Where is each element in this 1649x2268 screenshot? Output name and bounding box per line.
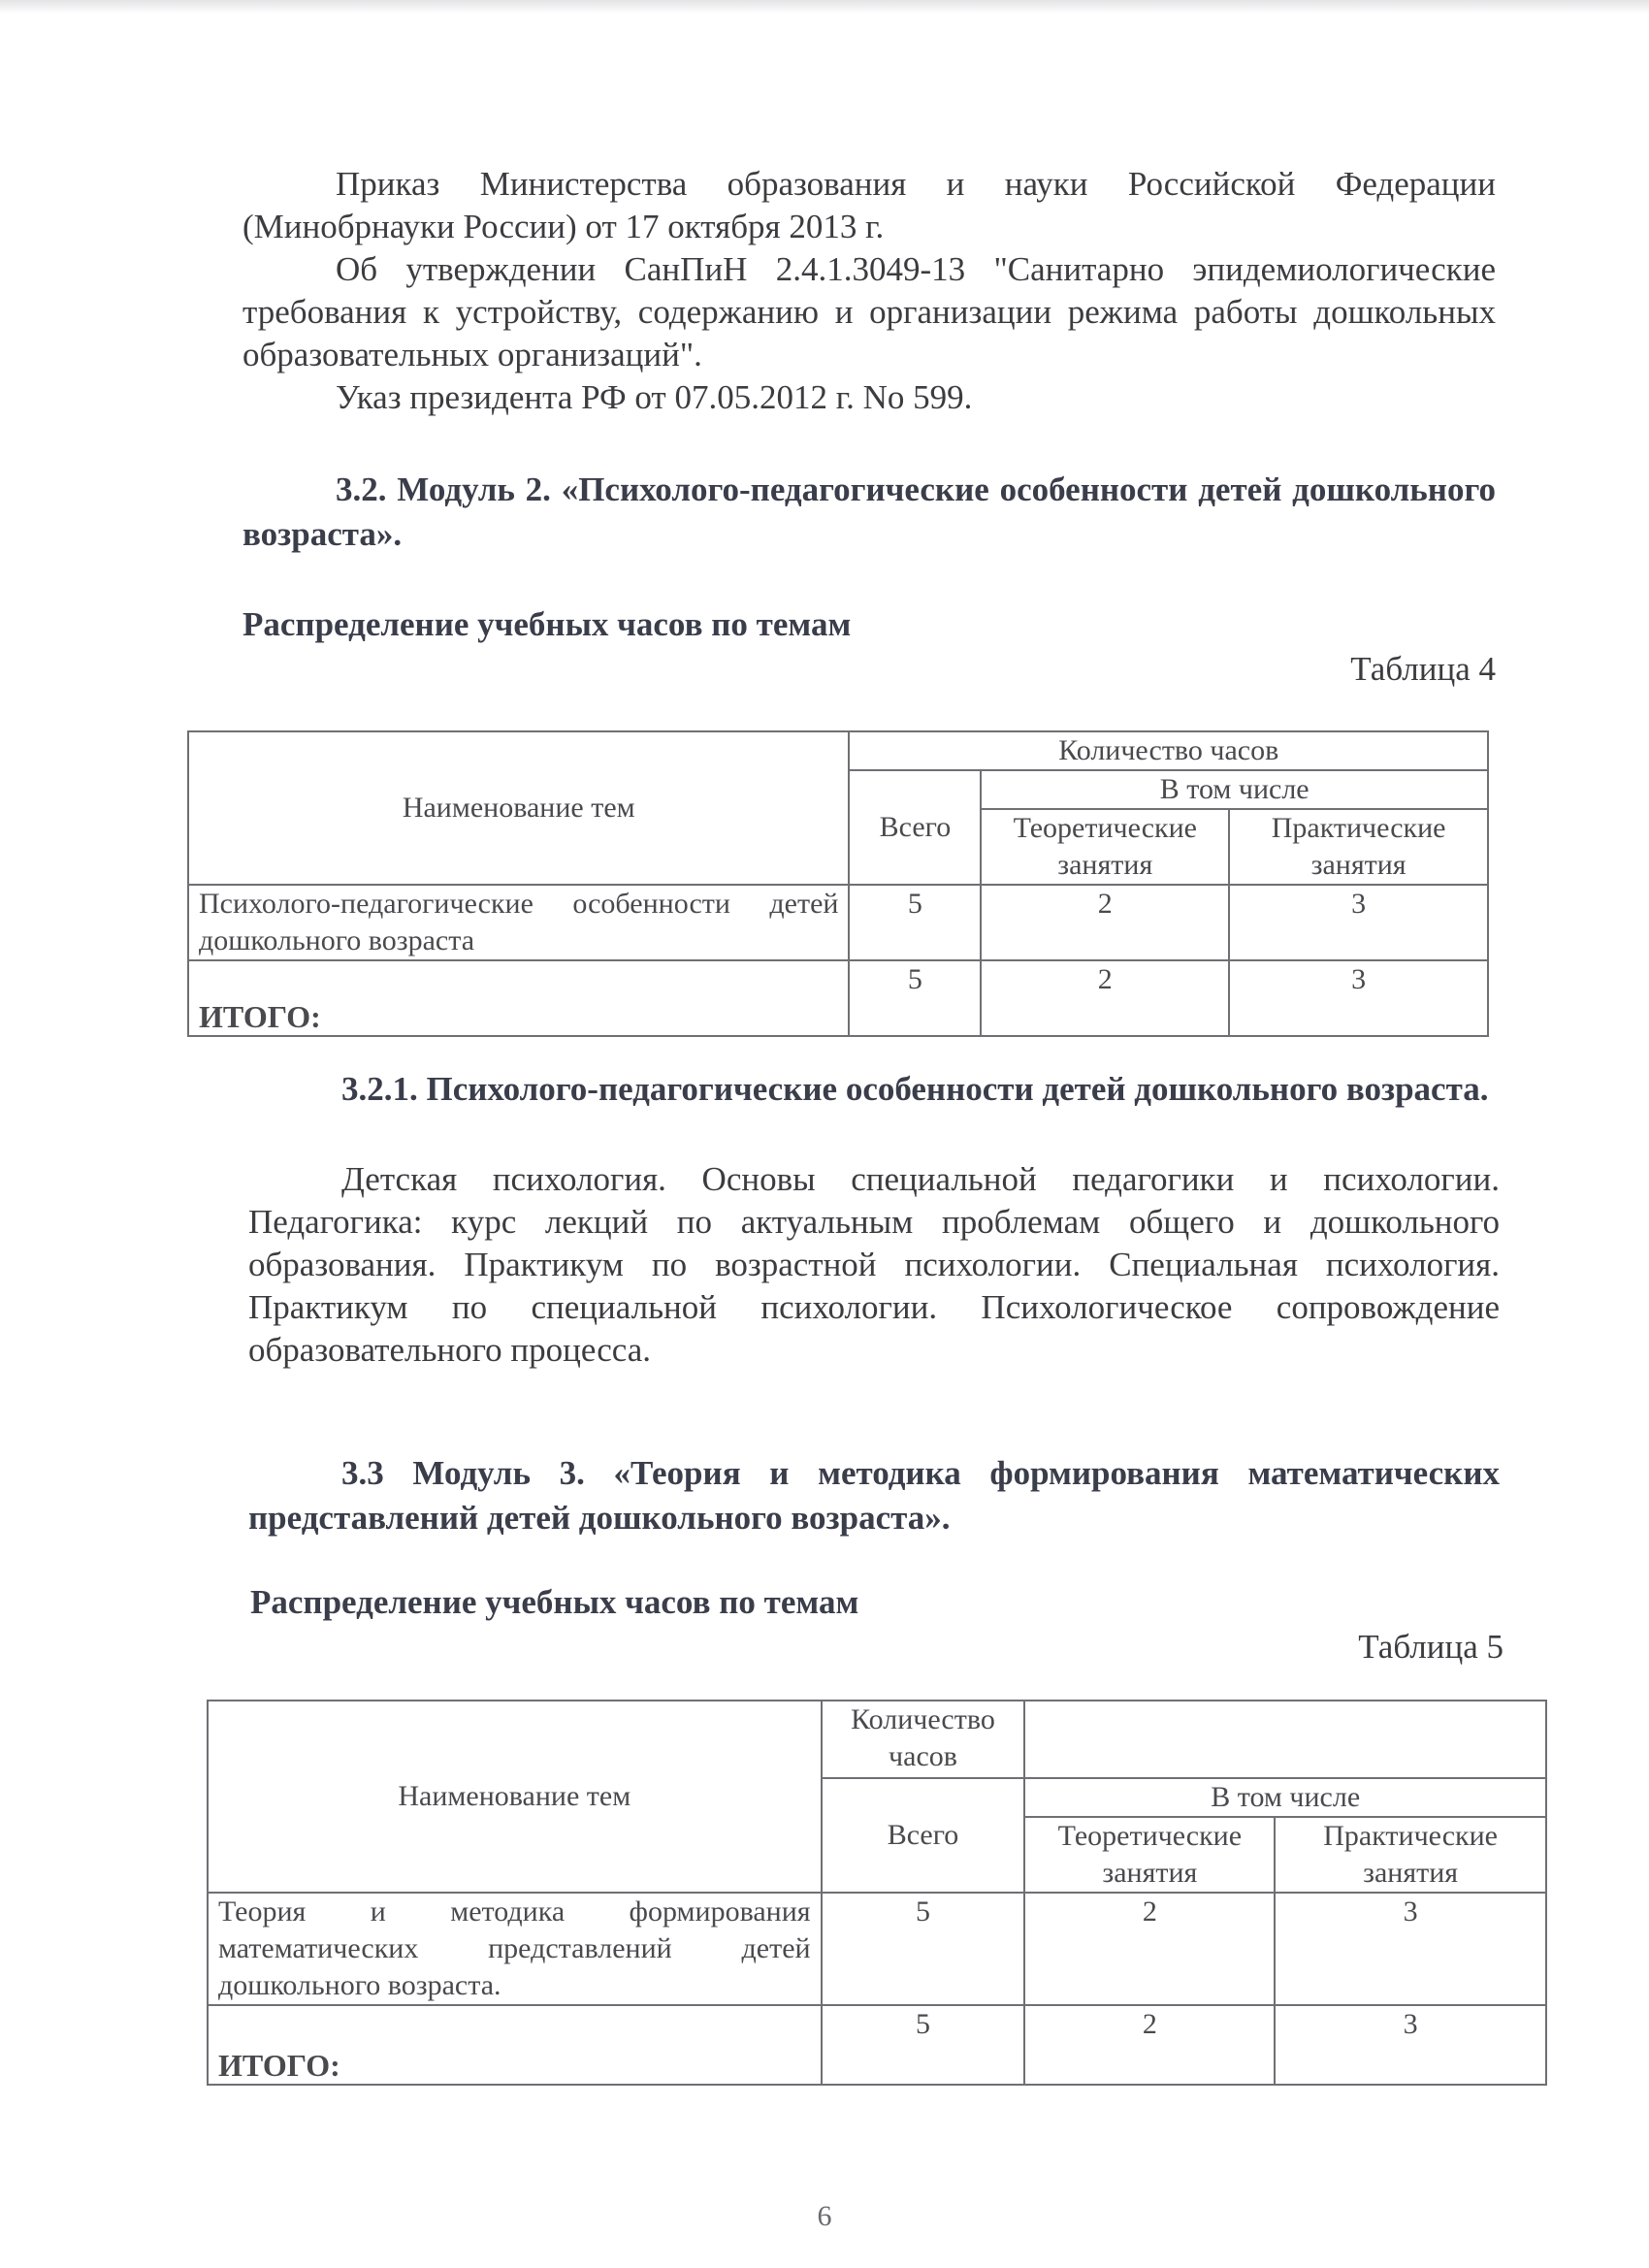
intro-order-paragraph: Приказ Министерства образования и науки Российской Федерации (Минобрнауки России) от 17 октября 2013 г. [242,165,1496,245]
col-header-including: В том числе [981,770,1488,809]
intro-sanpin-paragraph: Об утверждении СанПиН 2.4.1.3049-13 "Санитарно эпидемиологические требования к устройству, содержанию и организации режима работы дошкольных образовательных организаций". [242,250,1496,373]
module2-section [242,468,1496,557]
row-practice: 3 [1229,885,1488,960]
itogo-label: ИТОГО: [188,960,849,1036]
table-total-row [188,960,1488,1036]
row-theory: 2 [1024,1893,1275,2005]
col-header-total: Всего [849,770,981,885]
row-total: 5 [849,885,981,960]
itogo-label: ИТОГО: [208,2005,822,2085]
module2-table-label: Таблица 4 [1350,650,1496,688]
module3-hours-table [207,1700,1547,2086]
row-practice: 3 [1275,1893,1546,2005]
col-header-theory: Теоретические занятия [981,809,1229,885]
row-name: Психолого-педагогические особенности детей дошкольного возраста [188,885,849,960]
col-header-including: В том числе [1024,1778,1546,1817]
itogo-practice: 3 [1275,2005,1546,2085]
module3-distribution-title: Распределение учебных часов по темам [250,1583,859,1621]
module2-hours-table [187,730,1489,1037]
module2-distribution-title: Распределение учебных часов по темам [242,605,852,643]
col-header-practice: Практические занятия [1229,809,1488,885]
row-total: 5 [822,1893,1025,2005]
table-row [188,885,1488,960]
col-header-theory: Теоретические занятия [1024,1817,1275,1893]
row-theory: 2 [981,885,1229,960]
intro-decree-paragraph: Указ президента РФ от 07.05.2012 г. No 599. [336,378,973,416]
itogo-theory: 2 [1024,2005,1275,2085]
col-header-name: Наименование тем [208,1701,822,1893]
col-header-name: Наименование тем [188,731,849,885]
module2-subsection-text: Детская психология. Основы специальной педагогики и психологии. Педагогика: курс лекций по актуальным проблемам общего и дошкольного образования. Практикум по возрастной психологии. Специальная психология. Практикум по специальной психологии. Психологическое сопровождение образовательного процесса. [248,1160,1500,1369]
col-header-total: Всего [822,1778,1025,1893]
module2-subsection [248,1067,1500,1372]
module3-table-label: Таблица 5 [1358,1628,1504,1666]
module2-heading: 3.2. Модуль 2. «Психолого-педагогические особенности детей дошкольного возраста». [242,470,1496,553]
page-number: 6 [817,2200,832,2232]
module2-subsection-heading: 3.2.1. Психолого-педагогические особенности детей дошкольного возраста. [341,1070,1489,1108]
module3-heading: 3.3 Модуль 3. «Теория и методика формирования математических представлений детей дошкольного возраста». [248,1454,1500,1537]
col-header-blank [1024,1701,1546,1778]
col-header-hours: Количество часов [849,731,1488,770]
col-header-practice: Практические занятия [1275,1817,1546,1893]
intro-section [242,163,1496,419]
table-row [208,1893,1546,2005]
itogo-practice: 3 [1229,960,1488,1036]
scan-edge-shadow [0,0,1649,14]
module3-section [248,1451,1500,1540]
table-total-row [208,2005,1546,2085]
itogo-total: 5 [822,2005,1025,2085]
col-header-hours: Количество часов [822,1701,1025,1778]
module3-distribution [250,1583,1504,1667]
itogo-theory: 2 [981,960,1229,1036]
row-name: Теория и методика формирования математических представлений детей дошкольного возраста. [208,1893,822,2005]
module2-distribution [242,605,1496,689]
itogo-total: 5 [849,960,981,1036]
